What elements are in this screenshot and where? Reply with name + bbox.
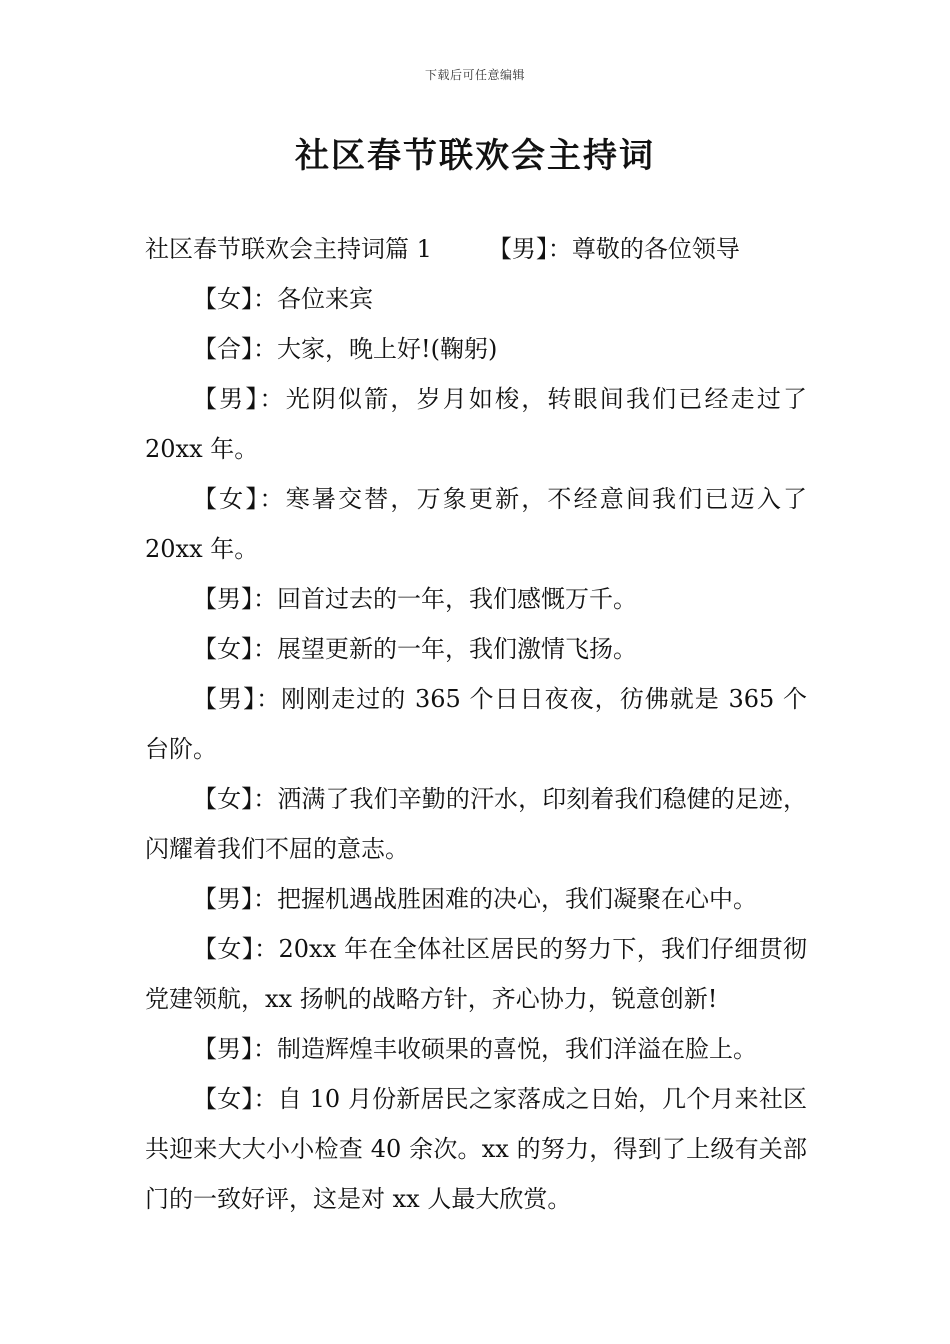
section-label: 社区春节联欢会主持词篇 1 [145,235,432,263]
paragraph: 【女】：20xx 年在全体社区居民的努力下，我们仔细贯彻党建领航，xx 扬帆的战略方针，齐心协力，锐意创新! [145,935,807,1013]
paragraph: 【男】：制造辉煌丰收硕果的喜悦，我们洋溢在脸上。 [193,1035,757,1063]
header-note: 下载后可任意编辑 [424,68,525,82]
paragraph: 【男】：把握机遇战胜困难的决心，我们凝聚在心中。 [193,885,757,913]
paragraph: 【男】：刚刚走过的 365 个日日夜夜，彷佛就是 365 个台阶。 [145,685,807,763]
paragraph: 【男】：回首过去的一年，我们感慨万千。 [193,585,637,613]
paragraph: 【合】：大家，晚上好!(鞠躬) [193,335,498,363]
paragraph-first [145,224,807,274]
paragraph: 【女】：自 10 月份新居民之家落成之日始，几个月来社区共迎来大大小小检查 40 余次。xx 的努力，得到了上级有关部门的一致好评，这是对 xx 人最大欣赏。 [145,1085,807,1213]
document-title: 社区春节联欢会主持词 [295,136,655,176]
paragraph-text: 【男】：尊敬的各位领导 [487,235,740,263]
paragraph: 【女】：展望更新的一年，我们激情飞扬。 [193,635,637,663]
paragraph: 【男】：光阴似箭，岁月如梭，转眼间我们已经走过了 20xx 年。 [145,385,807,463]
paragraph: 【女】：寒暑交替，万象更新，不经意间我们已迈入了 20xx 年。 [145,485,807,563]
paragraph: 【女】：洒满了我们辛勤的汗水，印刻着我们稳健的足迹，闪耀着我们不屈的意志。 [145,785,807,863]
document-body [145,224,807,1224]
paragraph: 【女】：各位来宾 [193,285,373,313]
